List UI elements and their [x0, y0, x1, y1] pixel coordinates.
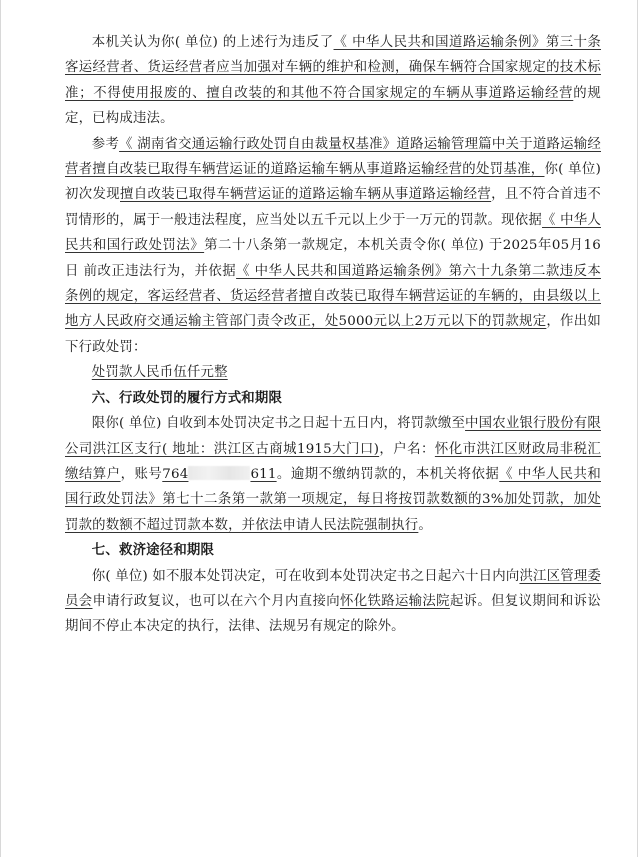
- penalty-amount: [65, 360, 601, 385]
- basis-text-4: ，作出如下行政处罚：: [65, 314, 601, 355]
- account-number-prefix: 764: [162, 466, 189, 482]
- account-holder: 怀化市洪江区财政局非税汇缴结算户: [65, 441, 601, 482]
- remedy-text-2: 申请行政复议，也可以在六个月内直接向: [92, 593, 340, 609]
- basis-text-1: 你( 单位) 初次发现: [65, 162, 601, 203]
- payment-text-4: 。逾期不缴纳罚款的，本机关将依据: [276, 466, 500, 482]
- violation-paragraph: [65, 30, 601, 132]
- document-body: [65, 30, 601, 640]
- remedy-text-3: 起诉。但复议期间和诉讼期间不停止本决定的执行，法律、法规另有规定的除外。: [65, 593, 601, 635]
- penalty-amount-text: 处罚款人民币伍仟元整: [91, 365, 228, 381]
- review-authority: 洪江区管理委员会: [65, 568, 602, 609]
- section-7-heading: 七、救济途径和期限: [91, 543, 215, 559]
- account-number: [162, 467, 276, 482]
- redacted-digits: [188, 466, 250, 480]
- violation-lead: 本机关认为你( 单位) 的上述行为违反了: [91, 35, 334, 50]
- remedy-text-1: 你( 单位) 如不服本处罚决定，可在收到本处罚决定书之日起六十日内向: [91, 568, 520, 584]
- section-6-heading: 六、行政处罚的履行方式和期限: [91, 390, 283, 406]
- remedy-paragraph: [65, 564, 601, 640]
- late-payment-rule: 《 中华人民共和国行政处罚法》第七十二条第一款第一项规定，每日将按罚款数额的3%加处罚款，加处罚款的数额不超过罚款本数，并依法申请人民法院强制执行: [65, 466, 601, 533]
- basis-lead: 参考: [91, 136, 120, 152]
- regulation-article-69: 《 中华人民共和国道路运输条例》第六十九条第二款违反本条例的规定，客运经营者、货运经营者擅自改装已取得车辆营运证的车辆的，由县级以上地方人民政府交通运输主管部门责令改正，处5000元以上2万元以下的罚款规定: [65, 263, 601, 330]
- court-name: 怀化铁路运输法院: [339, 593, 450, 609]
- penalty-law-reference: 《 中华人民共和国行政处罚法》: [65, 212, 601, 254]
- account-number-suffix: 611: [250, 466, 277, 482]
- penalty-basis-paragraph: [65, 132, 601, 361]
- violated-regulation: 《 中华人民共和国道路运输条例》第三十条客运经营者、货运经营者应当加强对车辆的维护和检测，确保车辆符合国家规定的技术标准；不得使用报废的、擅自改装的和其他不符合国家规定的车辆从事道路运输经营: [65, 35, 601, 101]
- basis-text-2: ，且不符合首违不罚情形的，属于一般违法程度，应当处以五千元以上少于一万元的罚款。现依据: [65, 187, 601, 228]
- payment-text-1: 限你( 单位) 自收到本处罚决定书之日起十五日内，将罚款缴至: [91, 416, 466, 432]
- bank-name: 中国农业银行股份有限公司洪江区支行( 地址：洪江区古商城1915大门口): [65, 416, 601, 457]
- discretion-standard: 《 湖南省交通运输行政处罚自由裁量权基准》道路运输管理篇中关于道路运输经营者擅自改装已取得车辆营运证的道路运输车辆从事道路运输经营的处罚基准，: [65, 136, 601, 178]
- payment-text-2: ，户名：: [379, 441, 435, 457]
- payment-paragraph: [65, 411, 601, 538]
- payment-text-5: 。: [418, 517, 432, 533]
- violation-tail: 的规定，已构成违法。: [65, 85, 601, 127]
- violation-description: 擅自改装已取得车辆营运证的道路运输车辆从事道路运输经营: [120, 187, 492, 203]
- payment-text-3: ，账号: [120, 466, 163, 482]
- basis-text-3: 第二十八条第一款规定，本机关责令你( 单位) 于2025年05月16日 前改正违法行为，并依据: [65, 238, 601, 279]
